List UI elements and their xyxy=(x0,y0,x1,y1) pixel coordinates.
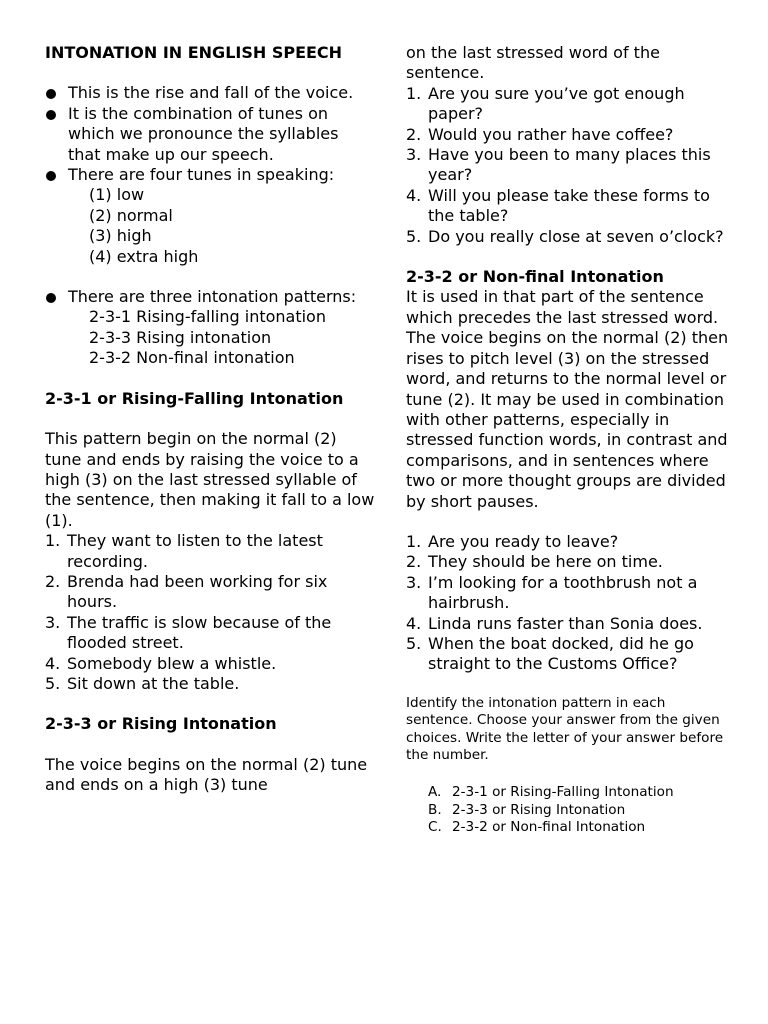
example-number: 5. xyxy=(45,673,61,693)
choice-item xyxy=(428,819,731,836)
section-heading-non-final: 2-3-2 or Non-final Intonation xyxy=(406,267,664,287)
section-description: This pattern begin on the normal (2) tune and ends by raising the voice to a high (3) on the last stressed syllable of the sentence, then making it fall to a low (1). xyxy=(45,429,375,530)
bullet-item: There are three intonation patterns: xyxy=(45,287,375,307)
example-item xyxy=(406,573,731,614)
choice-item xyxy=(428,802,731,819)
section-heading-rising: 2-3-3 or Rising Intonation xyxy=(45,714,277,734)
example-text: Do you really close at seven o’clock? xyxy=(428,226,724,246)
left-column xyxy=(45,43,375,796)
example-number: 4. xyxy=(406,185,422,205)
example-item xyxy=(406,145,731,186)
right-column xyxy=(406,43,731,837)
choice-letter: C. xyxy=(428,819,442,836)
tune-item: (2) normal xyxy=(89,205,173,225)
example-item xyxy=(406,186,731,227)
choice-letter: A. xyxy=(428,784,442,801)
example-number: 2. xyxy=(45,571,61,591)
example-number: 3. xyxy=(45,612,61,632)
example-item xyxy=(406,552,731,572)
example-text: Are you ready to leave? xyxy=(428,531,619,551)
example-item xyxy=(45,613,375,654)
example-number: 4. xyxy=(406,613,422,633)
example-item xyxy=(45,674,375,694)
choice-text: 2-3-1 or Rising-Falling Intonation xyxy=(452,784,674,801)
example-number: 1. xyxy=(406,83,422,103)
example-item xyxy=(406,614,731,634)
example-text: Are you sure you’ve got enough paper? xyxy=(428,83,685,124)
tune-item: (3) high xyxy=(89,226,152,246)
section-heading-rising-falling: 2-3-1 or Rising-Falling Intonation xyxy=(45,388,344,408)
choice-text: 2-3-3 or Rising Intonation xyxy=(452,801,626,818)
example-item xyxy=(406,125,731,145)
example-text: Will you please take these forms to the table? xyxy=(428,185,710,226)
example-text: They should be here on time. xyxy=(428,552,663,572)
example-number: 2. xyxy=(406,124,422,144)
pattern-item: 2-3-2 Non-final intonation xyxy=(89,348,295,368)
bullet-item: It is the combination of tunes on which we pronounce the syllables that make up our speech. xyxy=(45,104,375,165)
example-text: Brenda had been working for six hours. xyxy=(67,571,328,612)
pattern-item: 2-3-3 Rising intonation xyxy=(89,327,272,347)
example-text: Somebody blew a whistle. xyxy=(67,653,277,673)
example-text: They want to listen to the latest recording. xyxy=(67,531,323,571)
tune-item: (1) low xyxy=(89,185,145,205)
example-item xyxy=(406,227,731,247)
example-number: 1. xyxy=(406,531,422,551)
example-item xyxy=(406,532,731,552)
choice-letter: B. xyxy=(428,801,442,818)
example-text: I’m looking for a toothbrush not a hairbrush. xyxy=(428,572,698,613)
tune-item: (4) extra high xyxy=(89,246,199,266)
choice-text: 2-3-2 or Non-final Intonation xyxy=(452,819,646,836)
choice-item xyxy=(428,784,731,801)
example-text: When the boat docked, did he go straight to the Customs Office? xyxy=(428,633,694,674)
example-item xyxy=(406,84,731,125)
example-number: 2. xyxy=(406,552,422,572)
bullet-item: There are four tunes in speaking: xyxy=(45,165,375,185)
example-text: Linda runs faster than Sonia does. xyxy=(428,613,703,633)
example-text: Have you been to many places this year? xyxy=(428,145,711,185)
example-number: 1. xyxy=(45,531,61,551)
example-number: 5. xyxy=(406,633,422,653)
example-text: The traffic is slow because of the flooded street. xyxy=(67,612,332,653)
example-number: 4. xyxy=(45,653,61,673)
example-item xyxy=(45,572,375,613)
example-item xyxy=(406,634,731,675)
answer-choices xyxy=(406,784,731,836)
example-text: Sit down at the table. xyxy=(67,673,240,693)
pattern-item: 2-3-1 Rising-falling intonation xyxy=(89,307,326,327)
section-description-continued: on the last stressed word of the sentence. xyxy=(406,43,660,83)
example-item xyxy=(45,654,375,674)
example-number: 3. xyxy=(406,145,422,165)
example-number: 5. xyxy=(406,226,422,246)
section-description: The voice begins on the normal (2) tune and ends on a high (3) tune xyxy=(45,754,368,795)
example-text: Would you rather have coffee? xyxy=(428,124,674,144)
example-item xyxy=(45,531,375,572)
example-number: 3. xyxy=(406,572,422,592)
exercise-instruction: Identify the intonation pattern in each sentence. Choose your answer from the given choices. Write the letter of your answer before the number. xyxy=(406,694,724,763)
bullet-item: This is the rise and fall of the voice. xyxy=(45,83,375,103)
document-title: INTONATION IN ENGLISH SPEECH xyxy=(45,43,343,62)
section-description: It is used in that part of the sentence which precedes the last stressed word. The voice begins on the normal (2) then rises to pitch level (3) on the stressed word, and returns to the normal level or tune (2). It may be used in combination with other patterns, especially in stressed function words, in contrast and comparisons, and in sentences where two or more thought groups are divided by short pauses. xyxy=(406,287,729,511)
